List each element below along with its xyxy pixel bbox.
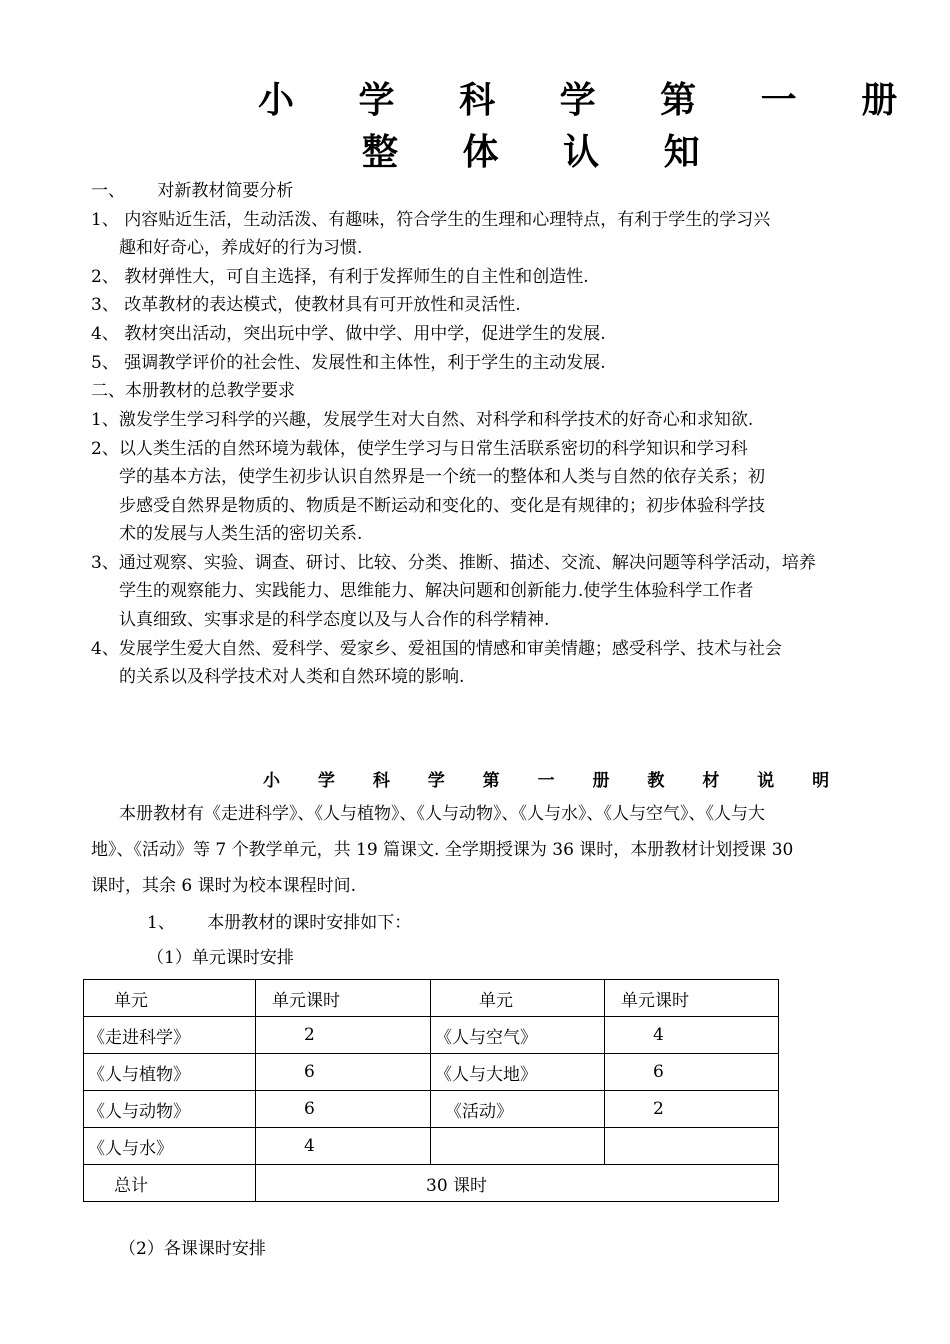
section2-line: 4、发展学生爱大自然、爱科学、爱家乡、爱祖国的情感和审美情趣；感受科学、技术与社会 (91, 639, 782, 659)
table-cell: 6 (256, 1091, 431, 1128)
table-total-value: 30 课时 (256, 1165, 779, 1202)
section2-line: 学生的观察能力、实践能力、思维能力、解决问题和创新能力.使学生体验科学工作者 (119, 581, 754, 601)
table-cell: 4 (256, 1128, 431, 1165)
table-cell: 6 (605, 1054, 779, 1091)
table-header-cell: 单元课时 (256, 980, 431, 1017)
table-cell: 《人与空气》 (431, 1017, 605, 1054)
section1-heading: 一、 对新教材简要分析 (91, 181, 294, 201)
table-cell: 《活动》 (431, 1091, 605, 1128)
section2-line: 步感受自然界是物质的、物质是不断运动和变化的、变化是有规律的；初步体验科学技 (119, 496, 765, 516)
page-title: 小 学 科 学 第 一 册 (258, 79, 924, 121)
section2-line: 1、激发学生学习科学的兴趣，发展学生对大自然、对科学和科学技术的好奇心和求知欲. (91, 410, 754, 430)
section3-item-1: 1、 本册教材的课时安排如下： (147, 913, 412, 933)
section1-item-3: 3、 改革教材的表达模式，使教材具有可开放性和灵活性. (91, 295, 521, 315)
table-header-row (84, 980, 779, 1017)
table-header-cell: 单元 (84, 980, 256, 1017)
table-header-cell: 单元 (431, 980, 605, 1017)
table-row (84, 1128, 779, 1165)
table-row (84, 1091, 779, 1128)
page-subtitle: 整 体 认 知 (362, 131, 726, 173)
unit-hours-table (83, 979, 779, 1202)
section2-line: 3、通过观察、实验、调查、研讨、比较、分类、推断、描述、交流、解决问题等科学活动，培养 (91, 553, 816, 573)
section3-para-line: 课时，其余 6 课时为校本课程时间. (91, 876, 357, 896)
table-cell: 6 (256, 1054, 431, 1091)
table-total-label: 总计 (84, 1165, 256, 1202)
section1-item-1: 1、 内容贴近生活，生动活泼、有趣味，符合学生的生理和心理特点，有利于学生的学习兴 (91, 210, 771, 230)
table-total-row (84, 1165, 779, 1202)
table-cell: 2 (256, 1017, 431, 1054)
table-cell: 《人与大地》 (431, 1054, 605, 1091)
table-cell (605, 1128, 779, 1165)
table-cell: 4 (605, 1017, 779, 1054)
table-cell: 《走进科学》 (84, 1017, 256, 1054)
section2-line: 术的发展与人类生活的密切关系. (119, 524, 363, 544)
section2-line: 2、以人类生活的自然环境为载体，使学生学习与日常生活联系密切的科学知识和学习科 (91, 439, 748, 459)
section1-item-1-cont: 趣和好奇心，养成好的行为习惯. (119, 238, 363, 258)
section1-item-5: 5、 强调教学评价的社会性、发展性和主体性，利于学生的主动发展. (91, 353, 606, 373)
section1-item-2: 2、 教材弹性大，可自主选择，有利于发挥师生的自主性和创造性. (91, 267, 589, 287)
table-cell: 《人与植物》 (84, 1054, 256, 1091)
section3-title: 小 学 科 学 第 一 册 教 材 说 明 (263, 771, 846, 791)
section2-line: 学的基本方法，使学生初步认识自然界是一个统一的整体和人类与自然的依存关系；初 (119, 467, 765, 487)
table-row (84, 1017, 779, 1054)
section3-sub-1: （1）单元课时安排 (147, 948, 294, 968)
section2-line: 的关系以及科学技术对人类和自然环境的影响. (119, 667, 465, 687)
section3-para-line: 本册教材有《走进科学》、《人与植物》、《人与动物》、《人与水》、《人与空气》、《人与大 (119, 804, 765, 824)
section3-sub-2: （2）各课课时安排 (119, 1239, 266, 1259)
section1-item-4: 4、 教材突出活动，突出玩中学、做中学、用中学，促进学生的发展. (91, 324, 606, 344)
table-cell: 《人与动物》 (84, 1091, 256, 1128)
section2-heading: 二、本册教材的总教学要求 (91, 381, 295, 401)
table-row (84, 1054, 779, 1091)
table-header-cell: 单元课时 (605, 980, 779, 1017)
section2-line: 认真细致、实事求是的科学态度以及与人合作的科学精神. (119, 610, 550, 630)
table-cell (431, 1128, 605, 1165)
table-cell: 2 (605, 1091, 779, 1128)
section3-para-line: 地》、《活动》等 7 个教学单元，共 19 篇课文. 全学期授课为 36 课时，本册教材计划授课 30 (91, 840, 794, 860)
table-cell: 《人与水》 (84, 1128, 256, 1165)
